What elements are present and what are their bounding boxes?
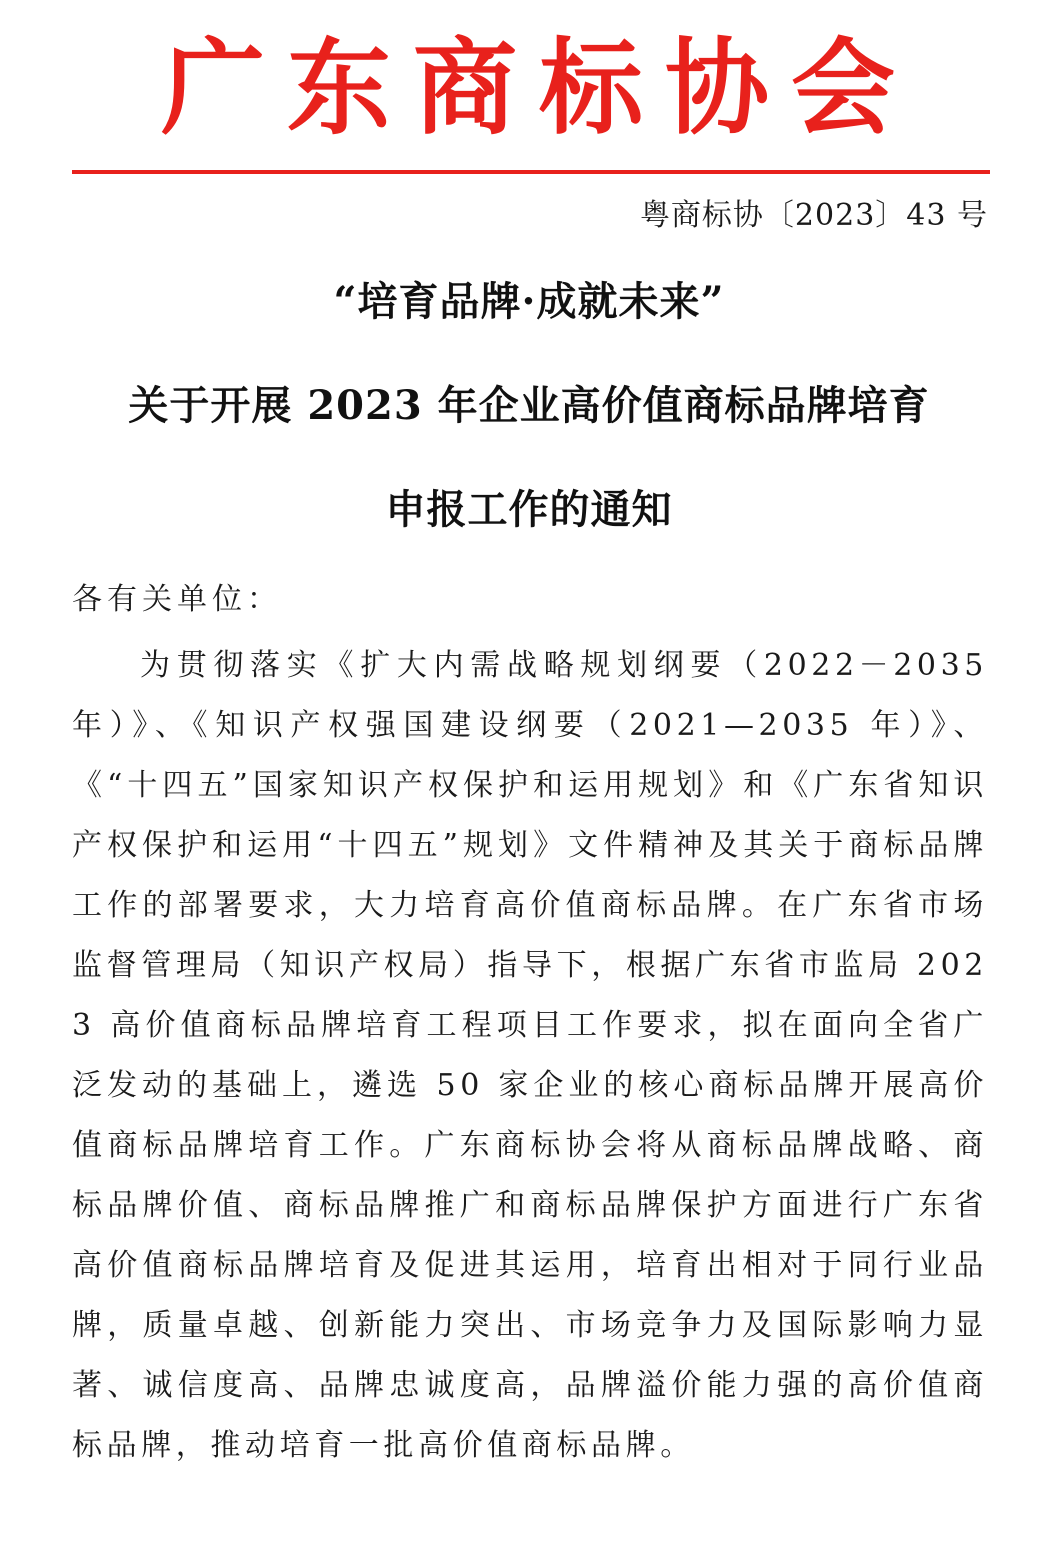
document-number: 粤商标协〔2023〕43 号 xyxy=(639,198,988,233)
title-line-2: 关于开展 2023 年企业高价值商标品牌培育 xyxy=(128,382,930,429)
title-line-3: 申报工作的通知 xyxy=(385,486,673,533)
organization-header: 广东商标协会 xyxy=(160,26,917,149)
salutation: 各有关单位： xyxy=(72,582,282,617)
body-paragraph: 为贯彻落实《扩大内需战略规划纲要（2022－2035 年）》、《知识产权强国建设纲要（2021—2035 年）》、《“十四五”国家知识产权保护和运用规划》和《广东省知识产权保护和运用“十四五”规划》文件精神及其关于商标品牌工作的部署要求，大力培育高价值商标品牌。在广东省市场监督管理局（知识产权局）指导下，根据广东省市监局 2023 高价值商标品牌培育工程项目工作要求，拟在面向全省广泛发动的基础上，遴选 50 家企业的核心商标品牌开展高价值商标品牌培育工作。广东商标协会将从商标品牌战略、商标品牌价值、商标品牌推广和商标品牌保护方面进行广东省高价值商标品牌培育及促进其运用，培育出相对于同行业品牌，质量卓越、创新能力突出、市场竞争力及国际影响力显著、诚信度高、品牌忠诚度高，品牌溢价能力强的高价值商标品牌，推动培育一批高价值商标品牌。 xyxy=(72,648,988,1463)
title-line-1: “培育品牌·成就未来” xyxy=(333,278,725,325)
header-divider xyxy=(72,170,990,174)
